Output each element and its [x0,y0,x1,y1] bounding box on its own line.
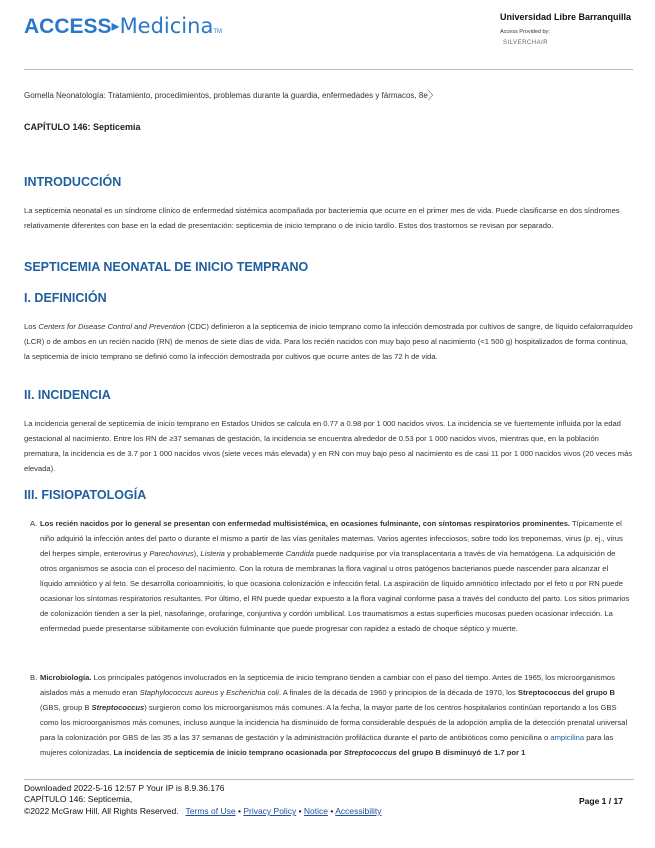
item-a-i2: Listeria [200,549,225,558]
logo-access: ACCESS [24,15,112,38]
provider-logo: SILVERCHAIR [503,40,549,46]
ampicilina-link[interactable]: ampicilina [550,733,585,742]
heading-incidencia: II. INCIDENCIA [24,388,111,402]
logo-arrow-icon: ▸ [111,18,120,35]
heading-introduccion: INTRODUCCIÓN [24,175,122,189]
accessibility-link[interactable]: Accessibility [335,806,382,816]
item-a-i1: Parechovirus [149,549,194,558]
item-a-t4: puede nadquirise por vía transplacentaria a través de vía hematógena. La adquisición de otros organismos se asocia con el proceso del nacimiento. Con la rotura de membranas la flora vaginal u otros patógenos bacterianos puede nascender para alcanzar el líquido amniótico y al feto. Se desarrolla corioamnioitis, lo que ocasiona colonización e infección fetal. La aspiración de líquido amniótico infectado por el feto o por RN puede ocasionar los síntomas respiratorios resultantes. Por último, el RN puede quedar expuesto a la flora vaginal conforme pasa a través del conducto del parto. Los sitios primarios de colonización tienden a ser la piel, nasofaringe, orofaringe, conjuntiva y cordón umbilical. Los traumatismos a estas superficies mucosas pueden ocasionar infección. La enfermedad puede presentarse súbitamente con evolución fulminante que puede progresar con rapidez a estado de choque séptico y muerte. [40,549,630,633]
footer-sep-1: • [235,806,244,816]
chevron-right-icon: 〉 [427,90,439,102]
item-a-i3: Candida [285,549,314,558]
incidencia-paragraph: La incidencia general de septicemia de inicio temprano en Estados Unidos se calcula en 0.77 a 0.98 por 1 000 nacidos vivos. La incidencia se ve fuertemente influida por la edad gestacional al nacimiento. Entre los RN de ≥37 semanas de gestación, la incidencia se encuentra alrededor de 0.53 por 1 000 nacidos vivos, mientras que, en la población prematura, la incidencia es de 3.7 por 1 000 nacidos vivos (siete veces más elevada) y en RN con muy bajo peso al nacimiento es de casi 11 por 1 000 nacidos vivos (20 veces más elevada). [24,419,633,473]
item-b-t5: ) surgieron como los microorganismos más comunes. A la fecha, la mayor parte de los centros hospitalarios continúan reportando a los GBS como los microorganismos más comunes, incluso aunque la incidencia ha disminuido de forma considerable después de la adopción amplia de la detección prenatal universal para la colonización por GBS de las 35 a las 37 semanas de gestación y la administración profiláctica durante el parto de antibióticos como penicilina o [40,703,628,742]
item-a-t2: ), [193,549,201,558]
def-text-2: (CDC) definieron a la septicemia de inicio temprano como la infección demostrada por cultivos de sangre, de líquido cefalorraquídeo (LCR) o de ambos en un recién nacido (RN) de menos de siete días de vida. Para los recién nacidos con muy bajo peso al nacimiento (<1 500 g) hospitalizados de forma continua, la septicemia de inicio temprano se definió como la infección demostrada por cultivos que ocurre antes de las 72 h de vida. [24,322,633,361]
provided-by-label: Access Provided by: [500,29,550,35]
item-b-strep-2: Streptococcus [343,748,397,757]
list-item-b-label: B. [30,673,38,682]
item-a-t1: Típicamente el niño adquirió la infección antes del parto o durante el mismo a partir de las vías genitales maternas. Varios agentes infecciosos, sobre todo los treponemas, virus (p. ej., virus del herpes simple, enterovirus y [40,519,623,558]
header-divider [24,69,633,70]
heading-septicemia-inicio-temprano: SEPTICEMIA NEONATAL DE INICIO TEMPRANO [24,260,309,274]
item-b-t6: para las mujeres colonizadas. [40,733,614,757]
page-indicator: Page 1 / 17 [579,796,623,806]
accessmedicina-logo[interactable] [24,14,222,39]
item-b-strep: Streptococcus [91,703,145,712]
list-item-a-text [40,516,630,636]
item-b-gbs: Streptococcus del grupo B [517,688,615,697]
item-b-lead: Microbiología. [40,673,92,682]
breadcrumb[interactable] [24,87,439,103]
logo-medicina: Medicina [119,14,214,38]
footer-divider [24,779,634,780]
item-a-t3: y probablemente [224,549,286,558]
item-b-t2: y [218,688,227,697]
def-text-1: Los [24,322,39,331]
footer-downloaded: Downloaded 2022-5-16 12:57 P Your IP is 8.9.36.176 [24,783,225,793]
item-b-i2: Escherichia coli [226,688,279,697]
institution-name: Universidad Libre Barranquilla [500,12,632,22]
heading-definicion: I. DEFINICIÓN [24,291,107,305]
item-a-lead: Los recién nacidos por lo general se presentan con enfermedad multisistémica, en ocasiones fulminante, con síntomas respiratorios prominentes. [40,519,571,528]
notice-link[interactable]: Notice [303,806,329,816]
item-b-b4: del grupo B disminuyó de 1.7 por 1 [396,748,526,757]
item-b-t3: . A finales de la década de 1960 y principios de la década de 1970, los [278,688,518,697]
intro-paragraph: La septicemia neonatal es un síndrome clínico de enfermedad sistémica acompañada por bacteriemia que ocurre en el primer mes de vida. Puede clasificarse en dos síndromes relativamente diferentes con base en la edad de presentación: septicemia de inicio temprano o de inicio tardío. Estos dos trastornos se revisan por separado. [24,206,620,230]
list-item-a-label: A. [30,519,38,528]
terms-of-use-link[interactable]: Terms of Use [185,806,236,816]
footer-copyright: ©2022 McGraw Hill. All Rights Reserved. [24,806,179,816]
list-item-b-text [40,670,630,760]
item-b-t1: Los principales patógenos involucrados en la septicemia de inicio temprano tienden a cambiar con el paso del tiempo. Antes de 1965, los microorganismos aislados más a menudo eran [40,673,615,697]
footer-sep-3: • [328,806,336,816]
footer-legal [24,806,382,816]
privacy-policy-link[interactable]: Privacy Policy [243,806,297,816]
item-b-i1: Staphylococcus aureus [139,688,219,697]
heading-fisiopatologia: III. FISIOPATOLOGÍA [24,488,147,502]
logo-tm: TM [213,29,222,35]
footer-chapter: CAPÍTULO 146: Septicemia, [24,794,133,804]
chapter-title: CAPÍTULO 146: Septicemia [24,122,141,132]
definicion-paragraph [24,319,634,364]
item-b-t4: (GBS, group B [40,703,92,712]
item-b-b3: La incidencia de septicemia de inicio temprano ocasionada por [113,748,344,757]
breadcrumb-book-title[interactable]: Gomella Neonatología: Tratamiento, procedimientos, problemas durante la guardia, enfermedades y fármacos, 8e [24,91,428,100]
def-cdc: Centers for Disease Control and Prevention [38,322,186,331]
footer-sep-2: • [296,806,304,816]
